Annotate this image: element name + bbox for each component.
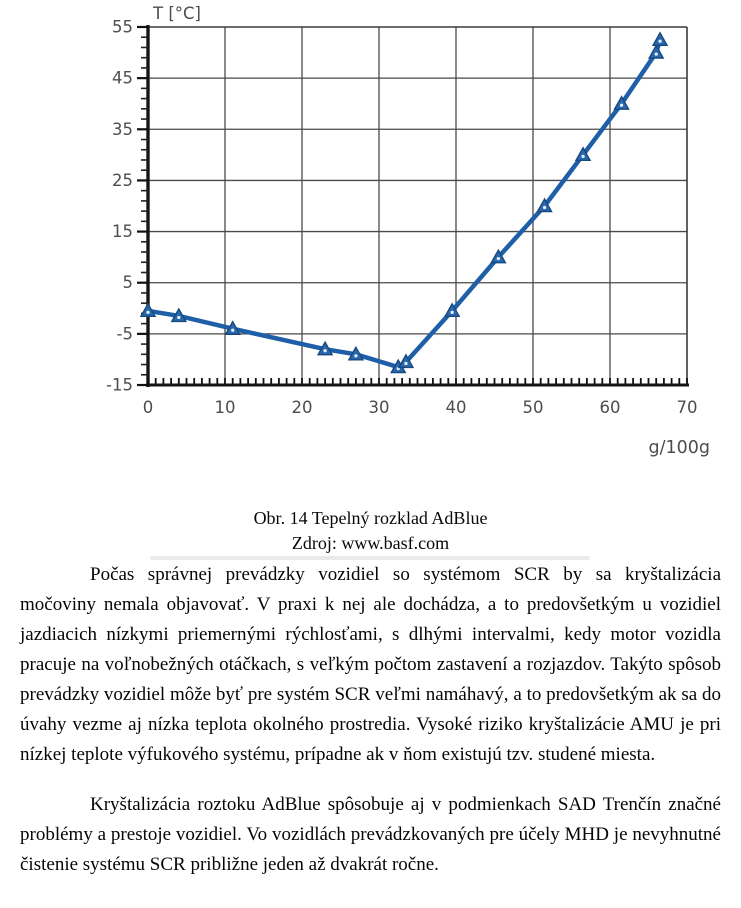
marker-center-dot [451,311,454,314]
y-tick-label: 5 [122,273,133,293]
y-axis-title: T [°C] [153,4,201,23]
marker-center-dot [543,206,546,209]
y-tick-label: 55 [112,17,133,37]
data-point-marker [653,33,667,46]
marker-center-dot [404,362,407,365]
marker-center-dot [655,52,658,55]
x-tick-label: 40 [445,398,467,417]
marker-center-dot [581,155,584,158]
x-tick-label: 10 [214,398,236,417]
marker-center-dot [658,40,661,43]
figure-caption [0,506,741,556]
marker-center-dot [497,257,500,260]
paragraph-1: Počas správnej prevádzky vozidiel so systémom SCR by sa kryštalizácia močoviny nemala objavovať. V praxi k nej ale dochádza, a to predovšetkým u vozidiel jazdiacich nízkymi priemernými rýchlosťami, s dlhými intervalmi, kedy motor vozidla pracuje na voľnobežných otáčkach, s veľkým počtom zastavení a rozjazdov. Takýto spôsob prevádzky vozidiel môže byť pre systém SCR veľmi namáhavý, a to predovšetkým ak sa do úvahy vezme aj nízka teplota okolného prostredia. Vysoké riziko kryštalizácie AMU je pri nízkej teplote výfukového systému, prípadne ak v ňom existujú tzv. studené miesta. [20,564,721,765]
marker-center-dot [354,354,357,357]
x-tick-label: 70 [676,398,698,417]
x-tick-label: 50 [522,398,544,417]
y-tick-label: 25 [112,170,133,190]
data-point-marker [649,46,663,59]
marker-center-dot [620,104,623,107]
adblue-chart [93,4,733,470]
adblue-figure [93,4,733,470]
x-tick-label: 20 [291,398,313,417]
y-tick-label: -5 [116,324,133,344]
y-tick-label: 15 [112,222,133,242]
marker-center-dot [177,316,180,319]
y-tick-label: -15 [106,375,133,395]
x-axis-unit-label: g/100g [648,438,710,458]
body-text [20,560,721,880]
marker-center-dot [231,329,234,332]
figure-caption-source: Zdroj: www.basf.com [291,533,450,553]
y-tick-label: 35 [112,119,133,139]
x-tick-label: 30 [368,398,390,417]
y-tick-label: 45 [112,68,133,88]
figure-caption-title: Obr. 14 Tepelný rozklad AdBlue [253,508,488,528]
paragraph-2: Kryštalizácia roztoku AdBlue spôsobuje aj v podmienkach SAD Trenčín značné problémy a prestoje vozidiel. Vo vozidlách prevádzkovaných pre účely MHD je nevyhnutné čistenie systému SCR približne jeden až dvakrát ročne. [20,794,721,875]
x-tick-label: 60 [599,398,621,417]
x-tick-label: 0 [142,398,154,417]
marker-center-dot [324,349,327,352]
marker-center-dot [146,311,149,314]
